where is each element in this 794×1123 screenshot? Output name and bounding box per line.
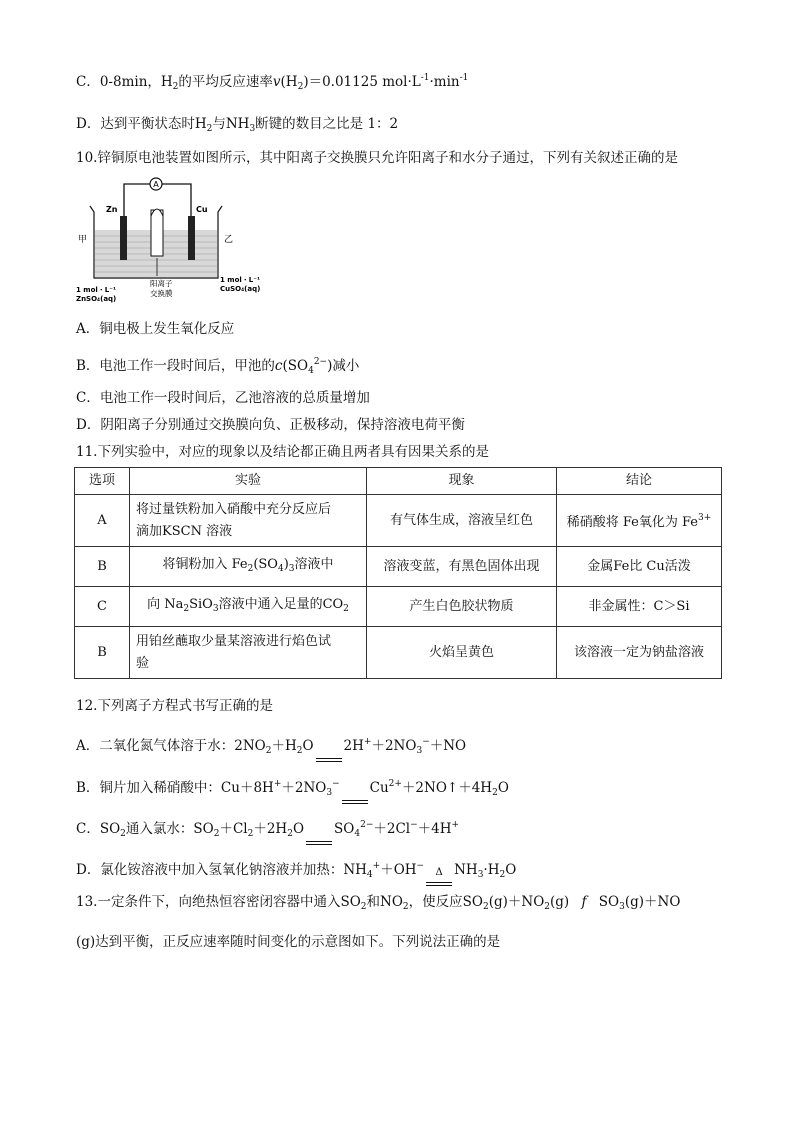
superscript: + <box>273 779 282 789</box>
exchange-membrane <box>151 210 163 256</box>
text: A．二氧化氮气体溶于水：2NO <box>76 738 266 754</box>
text: (SO <box>282 358 309 374</box>
subscript: 2 <box>247 829 254 839</box>
left-solution-name: ZnSO₄(aq) <box>76 295 117 303</box>
text: 将铜粉加入 Fe <box>162 556 248 572</box>
cell-phenomenon: 产生白色胶状物质 <box>367 587 557 627</box>
cell-experiment <box>130 627 367 679</box>
text: SO <box>598 894 620 910</box>
variable: v <box>272 74 281 90</box>
q10-option-d: D．阴阳离子分别通过交换膜向负、正极移动，保持溶液电荷平衡 <box>76 417 465 433</box>
superscript: − <box>422 737 430 747</box>
text: ＋H <box>271 738 297 754</box>
q10-stem: 10.锌铜原电池装置如图所示，其中阳离子交换膜只允许阳离子和水分子通过，下列有关叙述正确的是 <box>76 150 678 166</box>
subscript: 3 <box>249 124 256 134</box>
text: 13.一定条件下，向绝热恒容密闭容器中通入SO <box>76 894 361 910</box>
subscript: 3 <box>619 902 625 912</box>
subscript: 2 <box>343 603 349 614</box>
cell-phenomenon: 溶液变蓝，有黑色固体出现 <box>367 547 557 587</box>
superscript: -1 <box>459 73 469 83</box>
cell-option: A <box>75 495 130 547</box>
text: ＋2NO <box>371 738 417 754</box>
subscript: 3 <box>212 603 219 614</box>
text: SO <box>334 821 355 837</box>
cell-conclusion <box>557 495 722 547</box>
subscript: 2 <box>482 902 489 912</box>
superscript: − <box>332 779 340 789</box>
q12-stem: 12.下列离子方程式书写正确的是 <box>76 698 273 714</box>
subscript: 2 <box>360 902 367 912</box>
q13-stem-line-1 <box>76 892 680 917</box>
table-row <box>75 587 722 627</box>
text: 验 <box>136 655 150 671</box>
subscript: 3 <box>288 563 295 574</box>
text: B．电池工作一段时间后，甲池的 <box>76 358 275 374</box>
wire-right <box>162 184 191 218</box>
zn-electrode <box>120 216 127 260</box>
superscript: 2− <box>313 357 328 367</box>
subscript: 2 <box>544 902 551 912</box>
text: B．铜片加入稀硝酸中：Cu＋8H <box>76 780 274 796</box>
text: ) <box>283 556 289 572</box>
q10-option-c: C．电池工作一段时间后，乙池溶液的总质量增加 <box>76 390 370 406</box>
cell-option: B <box>75 627 130 679</box>
text: 向 Na <box>147 596 184 612</box>
subscript: 2 <box>492 788 498 798</box>
text: )＝0.01125 mol·L <box>303 74 421 90</box>
subscript: 2 <box>247 563 254 574</box>
text: ·H <box>483 862 500 878</box>
text: 滴加KSCN 溶液 <box>136 523 233 539</box>
text: O <box>497 780 509 796</box>
text: 的平均反应速率 <box>178 74 273 90</box>
cell-conclusion: 非金属性：C＞Si <box>557 587 722 627</box>
cell-experiment <box>130 547 367 587</box>
cell-phenomenon: 火焰呈黄色 <box>367 627 557 679</box>
text: 断键的数目之比是 1：2 <box>255 116 399 132</box>
subscript: 4 <box>354 829 361 839</box>
table-row <box>75 547 722 587</box>
q12-option-d <box>76 856 516 885</box>
text: 和NO <box>366 894 403 910</box>
subscript: 2 <box>297 82 304 92</box>
subscript: 4 <box>277 563 284 574</box>
q10-option-b <box>76 352 359 381</box>
q12-option-b <box>76 774 509 803</box>
equilibrium-symbol: f <box>581 894 587 910</box>
text: 与NH <box>212 116 250 132</box>
table-header-row <box>75 468 722 495</box>
superscript: + <box>363 737 372 747</box>
ammeter-label: A <box>153 180 159 189</box>
text: SiO <box>189 596 213 612</box>
q12-option-c <box>76 815 459 844</box>
text: 2H <box>343 738 364 754</box>
text: 通入氯水：SO <box>125 821 214 837</box>
right-solution-name: CuSO₄(aq) <box>220 285 261 293</box>
q10-option-a: A．铜电极上发生氧化反应 <box>76 321 235 337</box>
cu-electrode <box>188 216 195 260</box>
subscript: 2 <box>183 603 190 614</box>
experiment-table <box>74 467 722 679</box>
text: NH <box>454 862 478 878</box>
text: C．SO <box>76 821 121 837</box>
q11-stem: 11.下列实验中，对应的现象以及结论都正确且两者具有因果关系的是 <box>76 444 489 460</box>
text: O <box>292 821 305 837</box>
text: ＋2NO <box>281 780 327 796</box>
text: D．氯化铵溶液中加入氢氧化钠溶液并加热：NH <box>76 862 367 878</box>
superscript: − <box>416 861 425 871</box>
superscript: − <box>410 820 418 830</box>
superscript: 2+ <box>388 779 402 789</box>
cell-conclusion: 该溶液一定为钠盐溶液 <box>557 627 722 679</box>
subscript: 3 <box>477 870 484 880</box>
cell-option: C <box>75 587 130 627</box>
subscript: 2 <box>213 829 220 839</box>
membrane-label-1: 阳离子 <box>150 279 173 288</box>
cell-conclusion: 金属Fe比 Cu活泼 <box>557 547 722 587</box>
right-solution-conc: 1 mol・L⁻¹ <box>220 276 261 284</box>
variable: c <box>274 358 283 374</box>
text: (H <box>280 74 298 90</box>
wire-left <box>124 184 150 218</box>
text: 将过量铁粉加入硝酸中充分反应后 <box>136 501 332 517</box>
text: ＋4H <box>417 821 452 837</box>
text: ＋OH <box>380 862 417 878</box>
heat-condition: Δ <box>435 867 443 878</box>
header-option: 选项 <box>75 468 130 495</box>
cell-experiment <box>130 587 367 627</box>
subscript: 2 <box>296 746 303 756</box>
cell-phenomenon: 有气体生成，溶液呈红色 <box>367 495 557 547</box>
membrane-label-2: 交换膜 <box>150 289 173 298</box>
text: )减小 <box>327 358 360 374</box>
subscript: 2 <box>499 870 506 880</box>
superscript: 2− <box>360 820 374 830</box>
subscript: 3 <box>416 746 423 756</box>
text: 稀硝酸将 Fe氧化为 Fe <box>566 515 698 530</box>
zn-label: Zn <box>106 205 118 214</box>
cu-label: Cu <box>196 205 208 214</box>
q12-option-a <box>76 732 466 761</box>
text: (g)＋NO <box>488 894 545 910</box>
text: ＋2Cl <box>373 821 411 837</box>
subscript: 4 <box>366 870 373 880</box>
header-experiment: 实验 <box>130 468 367 495</box>
table-row <box>75 495 722 547</box>
text: 用铂丝蘸取少量某溶液进行焰色试 <box>136 633 332 649</box>
header-conclusion: 结论 <box>557 468 722 495</box>
subscript: 2 <box>402 902 409 912</box>
text: O <box>302 738 314 754</box>
text: 溶液中 <box>294 556 334 572</box>
text: ＋Cl <box>219 821 248 837</box>
cell-jia-label: 甲 <box>78 235 88 245</box>
text: ＋NO <box>429 738 467 754</box>
q9-option-d <box>76 114 398 139</box>
q13-stem-line-2: (g)达到平衡，正反应速率随时间变化的示意图如下。下列说法正确的是 <box>76 934 501 950</box>
text: 溶液中通入足量的CO <box>218 596 344 612</box>
text: D．达到平衡状态时H <box>76 116 207 132</box>
superscript: -1 <box>420 73 430 83</box>
header-phenomenon: 现象 <box>367 468 557 495</box>
text: ＋2NO↑＋4H <box>401 780 493 796</box>
cell-option: B <box>75 547 130 587</box>
subscript: 2 <box>265 746 272 756</box>
superscript: + <box>451 820 460 830</box>
subscript: 2 <box>287 829 293 839</box>
subscript: 4 <box>308 366 314 376</box>
text: ·min <box>429 74 460 90</box>
text: C．0-8min，H <box>76 74 173 90</box>
text: (SO <box>253 556 278 572</box>
text: (g)＋NO <box>624 894 681 910</box>
text: O <box>505 862 517 878</box>
subscript: 2 <box>120 829 126 839</box>
cell-yi-label: 乙 <box>224 235 234 245</box>
cell-experiment <box>130 495 367 547</box>
subscript: 2 <box>206 124 213 134</box>
text: ，使反应SO <box>408 894 483 910</box>
superscript: 3+ <box>698 513 712 523</box>
left-solution-conc: 1 mol・L⁻¹ <box>76 286 117 294</box>
galvanic-cell-diagram <box>74 176 264 306</box>
text: ＋2H <box>253 821 288 837</box>
superscript: + <box>372 861 381 871</box>
text: (g) <box>550 894 570 910</box>
text: Cu <box>369 780 389 796</box>
table-row <box>75 627 722 679</box>
subscript: 2 <box>172 82 179 92</box>
subscript: 3 <box>326 788 333 798</box>
q9-option-c <box>76 68 468 97</box>
